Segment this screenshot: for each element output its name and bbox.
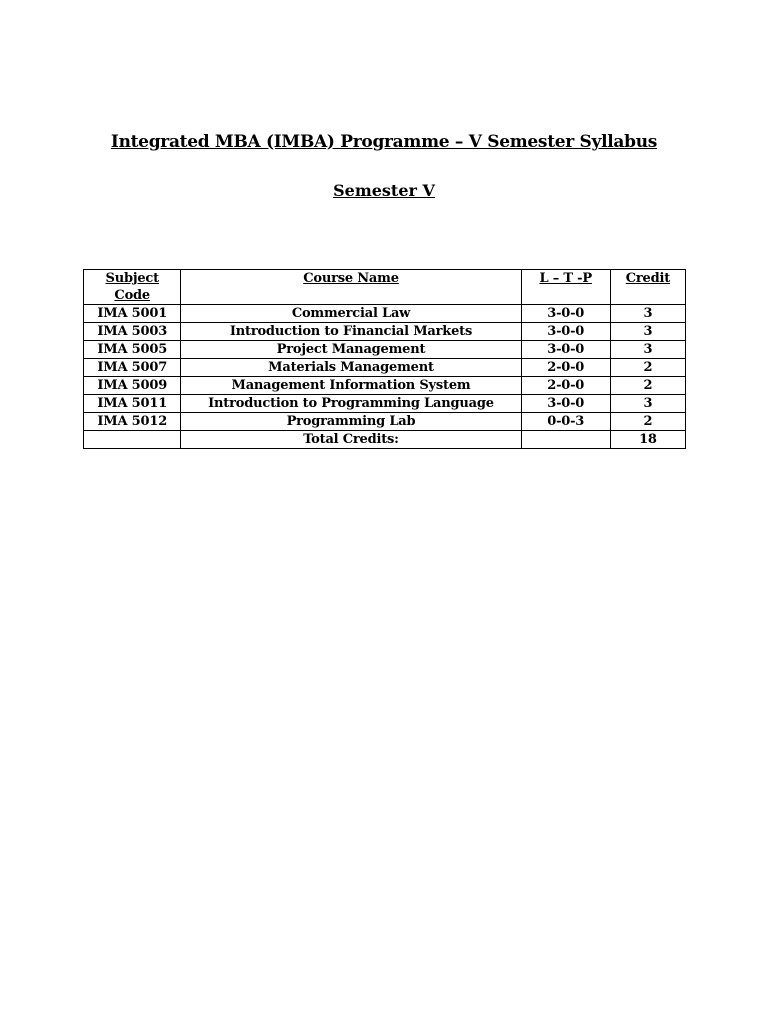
cell-credit: 3 [610, 341, 685, 359]
cell-course-name: Project Management [181, 341, 521, 359]
table-row [84, 377, 686, 395]
header-subject-code-line1: Subject [105, 271, 159, 286]
cell-total-empty-code [84, 431, 181, 449]
header-subject-code [84, 270, 181, 305]
cell-course-name: Introduction to Programming Language [181, 395, 521, 413]
cell-subject-code: IMA 5011 [84, 395, 181, 413]
header-course-name: Course Name [181, 270, 521, 305]
cell-ltp: 3-0-0 [521, 341, 610, 359]
total-credits-label: Total Credits: [181, 431, 521, 449]
cell-course-name: Introduction to Financial Markets [181, 323, 521, 341]
cell-ltp: 3-0-0 [521, 305, 610, 323]
cell-ltp: 2-0-0 [521, 359, 610, 377]
table-header-row [84, 270, 686, 305]
cell-ltp: 2-0-0 [521, 377, 610, 395]
cell-ltp: 0-0-3 [521, 413, 610, 431]
cell-total-empty-ltp [521, 431, 610, 449]
cell-subject-code: IMA 5005 [84, 341, 181, 359]
table-row [84, 395, 686, 413]
cell-subject-code: IMA 5001 [84, 305, 181, 323]
cell-course-name: Materials Management [181, 359, 521, 377]
cell-course-name: Commercial Law [181, 305, 521, 323]
total-row [84, 431, 686, 449]
cell-credit: 2 [610, 377, 685, 395]
cell-ltp: 3-0-0 [521, 323, 610, 341]
cell-course-name: Programming Lab [181, 413, 521, 431]
cell-subject-code: IMA 5009 [84, 377, 181, 395]
header-subject-code-line2: Code [114, 288, 151, 303]
total-credits-value: 18 [610, 431, 685, 449]
header-ltp: L – T -P [521, 270, 610, 305]
cell-credit: 3 [610, 395, 685, 413]
cell-credit: 2 [610, 359, 685, 377]
page-title: Integrated MBA (IMBA) Programme – V Semester Syllabus [110, 132, 658, 152]
table-row [84, 341, 686, 359]
header-credit: Credit [610, 270, 685, 305]
cell-ltp: 3-0-0 [521, 395, 610, 413]
cell-subject-code: IMA 5007 [84, 359, 181, 377]
cell-credit: 3 [610, 323, 685, 341]
table-row [84, 305, 686, 323]
cell-course-name: Management Information System [181, 377, 521, 395]
syllabus-table [83, 269, 686, 449]
semester-heading: Semester V [333, 181, 435, 200]
cell-credit: 3 [610, 305, 685, 323]
cell-subject-code: IMA 5003 [84, 323, 181, 341]
cell-credit: 2 [610, 413, 685, 431]
cell-subject-code: IMA 5012 [84, 413, 181, 431]
table-row [84, 323, 686, 341]
table-row [84, 359, 686, 377]
table-row [84, 413, 686, 431]
